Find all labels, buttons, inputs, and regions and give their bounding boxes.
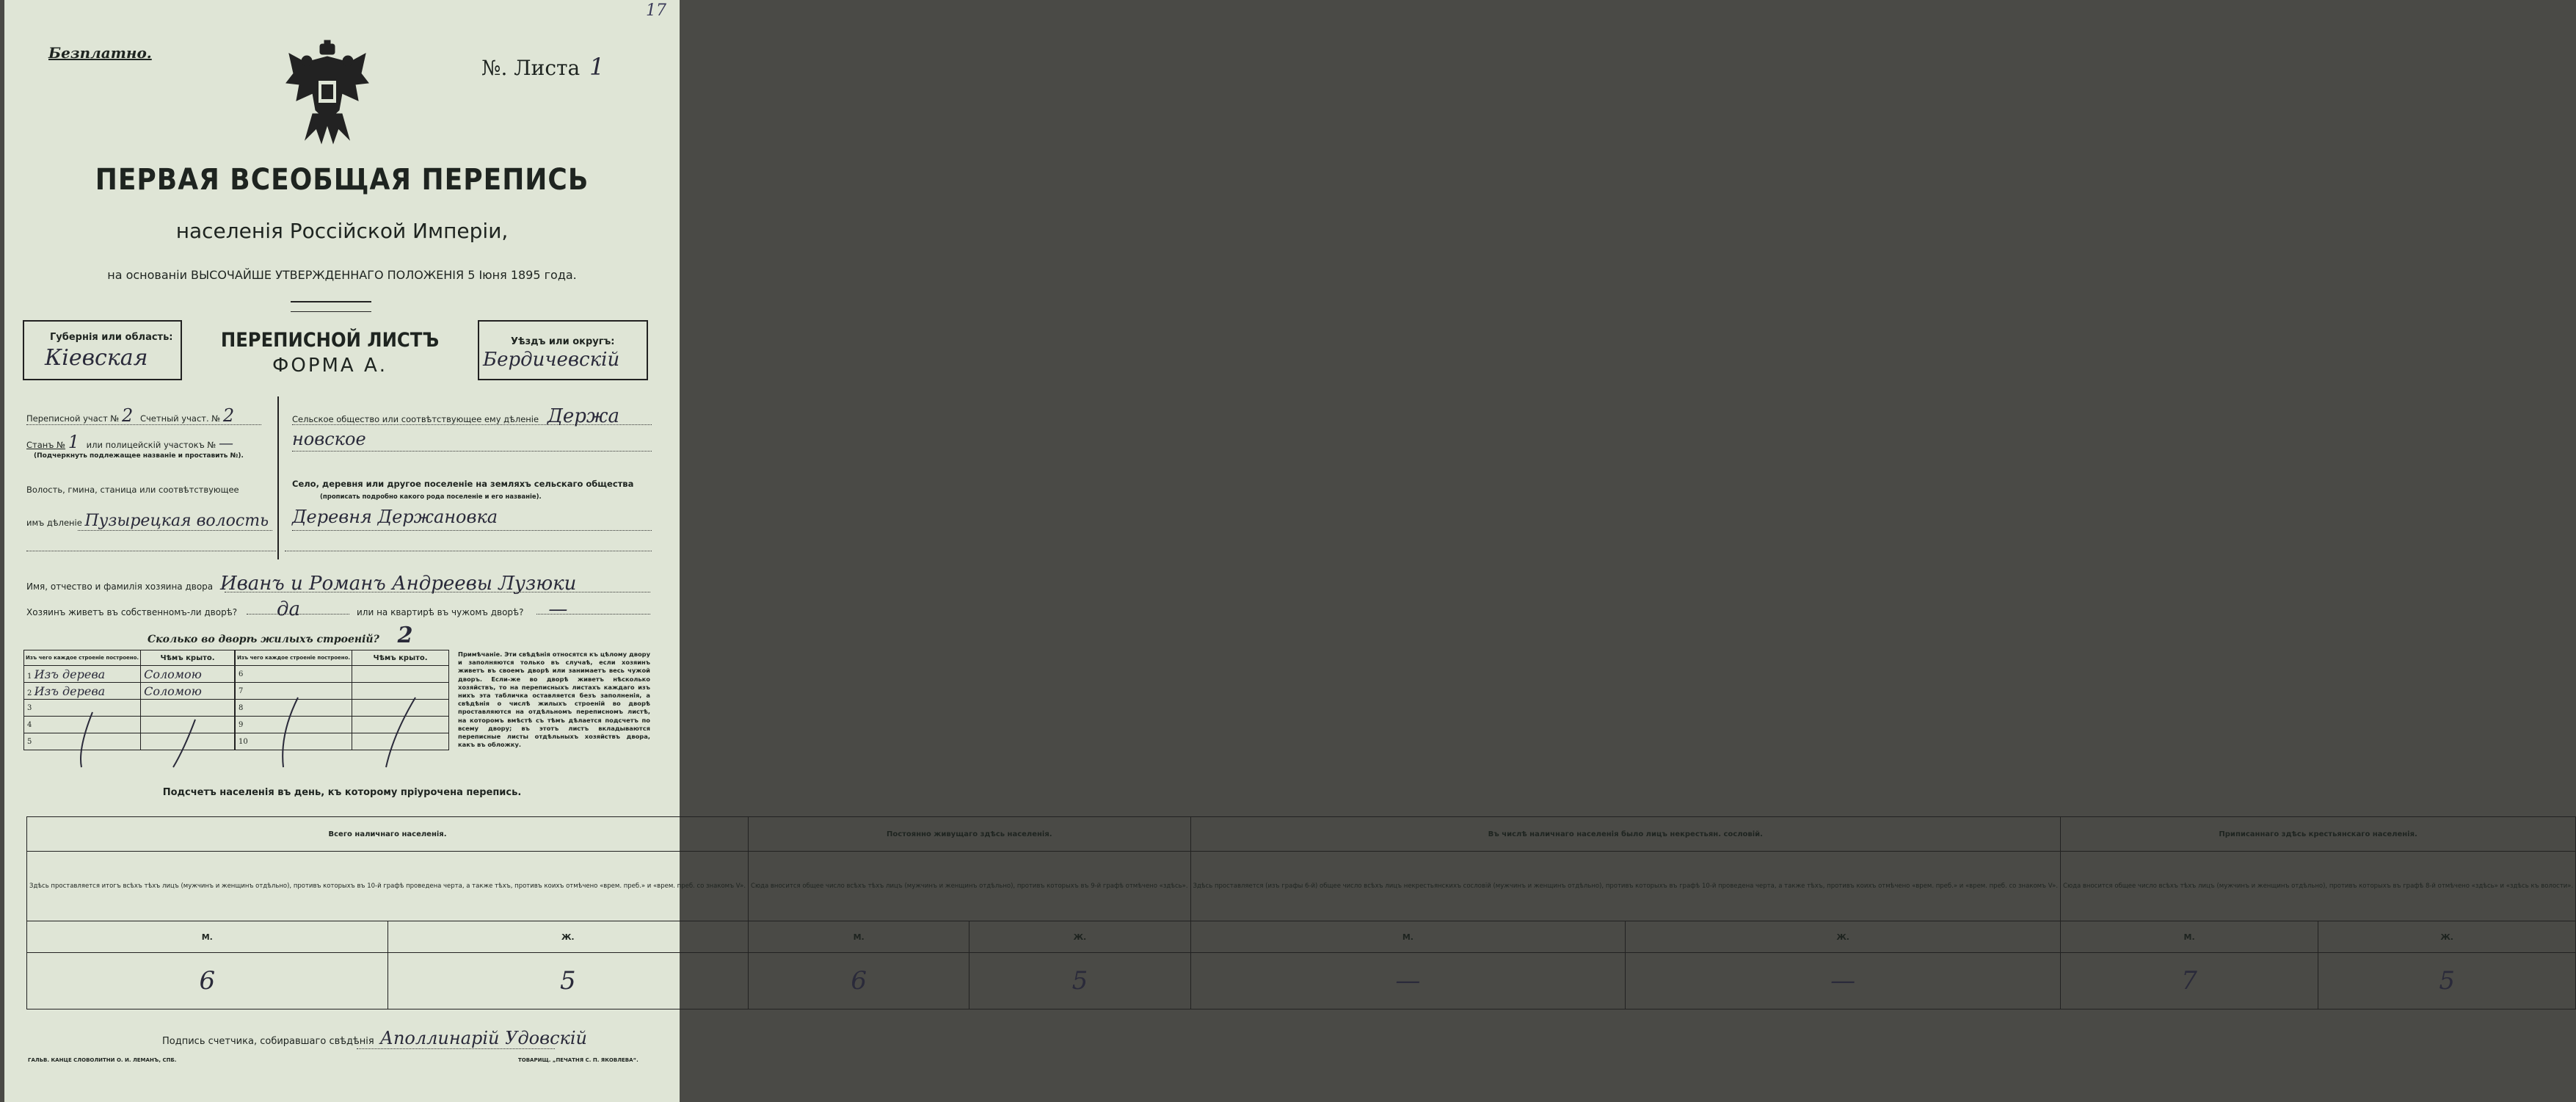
police-value: — — [219, 434, 233, 452]
corner-mark: 17 — [646, 1, 666, 20]
village-label: Село, деревня или другое поселеніе на земляхъ сельскаго общества — [292, 479, 634, 489]
building-row: 7 — [236, 683, 449, 700]
male-header: М. — [1190, 921, 1626, 953]
peasant-male-value: 7 — [2061, 953, 2318, 1009]
owner-name-value: Иванъ и Романъ Андреевы Лузюки — [219, 573, 577, 595]
signature-field: Подпись счетчика, собиравшаго свѣдѣнія Аполлинарій Удовскій — [162, 1028, 588, 1048]
census-title: ПЕРВАЯ ВСЕОБЩАЯ ПЕРЕПИСЬ — [95, 163, 589, 197]
building-row: 5 — [24, 733, 235, 750]
building-row: 6 — [236, 666, 449, 683]
roof-header: Чѣмъ крыто. — [141, 650, 235, 666]
pop-col-nonpeasant-head: Въ числѣ наличнаго населенія было лицъ некрестьян. сословій. — [1190, 817, 2060, 852]
total-female-value: 5 — [388, 953, 749, 1009]
building-row: 3 — [24, 700, 235, 717]
permanent-female-value: 5 — [969, 953, 1190, 1009]
printer-left: ГАЛЬВ. КАНЦЕ СЛОВОЛИТНИ О. И. ЛЕМАНЪ, СПБ. — [28, 1057, 177, 1063]
empty-rows-strike-marks — [48, 697, 459, 771]
pop-col-permanent-head: Постоянно живущаго здѣсь населенія. — [749, 817, 1191, 852]
society-field: Сельское общество или соотвѣтствующее ему дѣленіе Держа — [292, 405, 619, 427]
building-row: 4 — [24, 717, 235, 733]
volost-field: имъ дѣленіе Пузырецкая волость — [26, 512, 269, 530]
stan-field: Станъ № 1 или полицейскій участокъ № — — [26, 432, 233, 452]
signature-value: Аполлинарій Удовскій — [379, 1028, 588, 1048]
building-row: 9 — [236, 717, 449, 733]
printer-right: ТОВАРИЩ. „ПЕЧАТНЯ С. П. ЯКОВЛЕВА“. — [518, 1057, 638, 1063]
material-header: Изъ чего каждое строеніе построено. — [24, 650, 141, 666]
volost-value: Пузырецкая волость — [84, 512, 269, 530]
male-header: М. — [2061, 921, 2318, 953]
male-header: М. — [27, 921, 388, 953]
sheet-number — [481, 53, 604, 81]
district-value: Бердичевскій — [483, 349, 620, 371]
society-value-1: Держа — [547, 405, 619, 427]
peasant-female-value: 5 — [2318, 953, 2576, 1009]
buildings-count-field: Сколько во дворѣ жилыхъ строеній? 2 — [148, 623, 413, 648]
building-row: 8 — [236, 700, 449, 717]
form-subtitle: ФОРМА А. — [272, 355, 388, 377]
rented-value: — — [548, 598, 568, 620]
rented-field: или на квартирѣ въ чужомъ дворѣ? — — [357, 598, 568, 620]
population-table — [26, 816, 2576, 1009]
form-title: ПЕРЕПИСНОЙ ЛИСТЪ — [220, 329, 440, 352]
own-yard-field: Хозяинъ живетъ въ собственномъ-ли дворѣ? да — [26, 598, 300, 620]
sheet-number-label: №. Листа — [481, 56, 581, 80]
stan-value: 1 — [68, 432, 79, 452]
female-header: Ж. — [2318, 921, 2576, 953]
census-form-sheet — [4, 0, 2574, 1102]
village-note: (прописать подробно какого рода поселеніе и его названіе). — [320, 493, 542, 501]
pop-col-total-head: Всего наличнаго населенія. — [27, 817, 749, 852]
underline-note: (Подчеркнуть подлежащее названіе и проставить №). — [34, 452, 244, 460]
nonpeasant-female-value: — — [1626, 953, 2061, 1009]
double-headed-eagle-emblem — [283, 40, 371, 151]
district-label: Уѣздъ или округъ: — [511, 336, 615, 347]
nonpeasant-male-value: — — [1190, 953, 1626, 1009]
total-male-value: 6 — [27, 953, 388, 1009]
male-header: М. — [749, 921, 969, 953]
building-row: 1 Изъ дерева Соломою — [24, 666, 235, 683]
ornament-divider — [291, 301, 371, 312]
society-value-2: новское — [292, 429, 366, 449]
census-section-value: 2 — [122, 405, 134, 426]
owner-name-field: Имя, отчество и фамилія хозяина двора Иванъ и Романъ Андреевы Лузюки — [26, 573, 577, 595]
female-header: Ж. — [388, 921, 749, 953]
female-header: Ж. — [969, 921, 1190, 953]
sheet-number-value: 1 — [589, 53, 605, 81]
census-section-field: Переписной участ № 2 Счетный участ. № 2 — [26, 405, 235, 426]
female-header: Ж. — [1626, 921, 2061, 953]
village-value: Деревня Держановка — [292, 507, 498, 527]
pop-col-total-desc: Здѣсь проставляется итогъ всѣхъ тѣхъ лицъ (мужчинъ и женщинъ отдѣльно), противъ которыхъ въ 10-й графѣ проведена черта, а также тѣхъ, противъ коихъ отмѣчено «врем. преб.» и «врем. преб. со знакомъ V». — [27, 852, 749, 921]
volost-label: Волость, гмина, станица или соотвѣтствующее — [26, 485, 239, 495]
free-label: Безплатно. — [48, 44, 152, 62]
counting-section-value: 2 — [222, 405, 235, 426]
province-value: Кіевская — [45, 345, 148, 371]
buildings-count-value: 2 — [397, 623, 413, 648]
pop-col-peasant-desc: Сюда вносится общее число всѣхъ тѣхъ лицъ (мужчинъ и женщинъ отдѣльно), противъ которыхъ въ графѣ 8-й отмѣчено «здѣсь» и «здѣсь къ волости». — [2061, 852, 2576, 921]
pop-col-permanent-desc: Сюда вносится общее число всѣхъ тѣхъ лицъ (мужчинъ и женщинъ отдѣльно), противъ которыхъ въ 9-й графѣ отмѣчено «здѣсь». — [749, 852, 1191, 921]
pop-col-nonpeasant-desc: Здѣсь проставляется (изъ графы 6-й) общее число всѣхъ лицъ некрестьянскихъ сословій (мужчинъ и женщинъ отдѣльно), противъ которыхъ въ графѣ 10-й проведена черта, а также тѣхъ, противъ коихъ отмѣчено «врем. преб.» и «врем. преб. со знакомъ V». — [1190, 852, 2060, 921]
legal-basis: на основаніи ВЫСОЧАЙШЕ УТВЕРЖДЕННАГО ПОЛОЖЕНІЯ 5 Іюня 1895 года. — [107, 268, 577, 282]
roof-header-right: Чѣмъ крыто. — [352, 650, 449, 666]
census-subtitle: населенія Россійской Имперіи, — [175, 219, 509, 243]
material-header-right: Изъ чего каждое строеніе построено. — [236, 650, 352, 666]
own-yard-value: да — [276, 598, 300, 620]
province-label: Губернія или область: — [50, 332, 173, 343]
building-row: 2 Изъ дерева Соломою — [24, 683, 235, 700]
population-title: Подсчетъ населенія въ день, къ которому пріурочена перепись. — [162, 787, 522, 798]
buildings-note: Примѣчаніе. Эти свѣдѣнія относятся къ цѣлому двору и заполняются только въ случаѣ, если хозяинъ живетъ въ своемъ дворѣ или занимаетъ весь чужой дворъ. Если-же во дворѣ живетъ нѣсколько хозяйствъ, то на переписныхъ листахъ каждаго изъ нихъ эта табличка оставляется безъ заполненія, а свѣдѣнія о числѣ жилыхъ строеній во дворѣ проставляются на отдѣльномъ переписномъ листѣ, на которомъ вмѣстѣ съ тѣмъ дѣлается подсчетъ по всему двору; въ этотъ листъ вкладываются переписные листы отдѣльныхъ хозяйствъ двора, какъ въ обложку. — [458, 650, 650, 749]
permanent-male-value: 6 — [749, 953, 969, 1009]
pop-col-peasant-head: Приписаннаго здѣсь крестьянскаго населенія. — [2061, 817, 2576, 852]
building-row: 10 — [236, 733, 449, 750]
